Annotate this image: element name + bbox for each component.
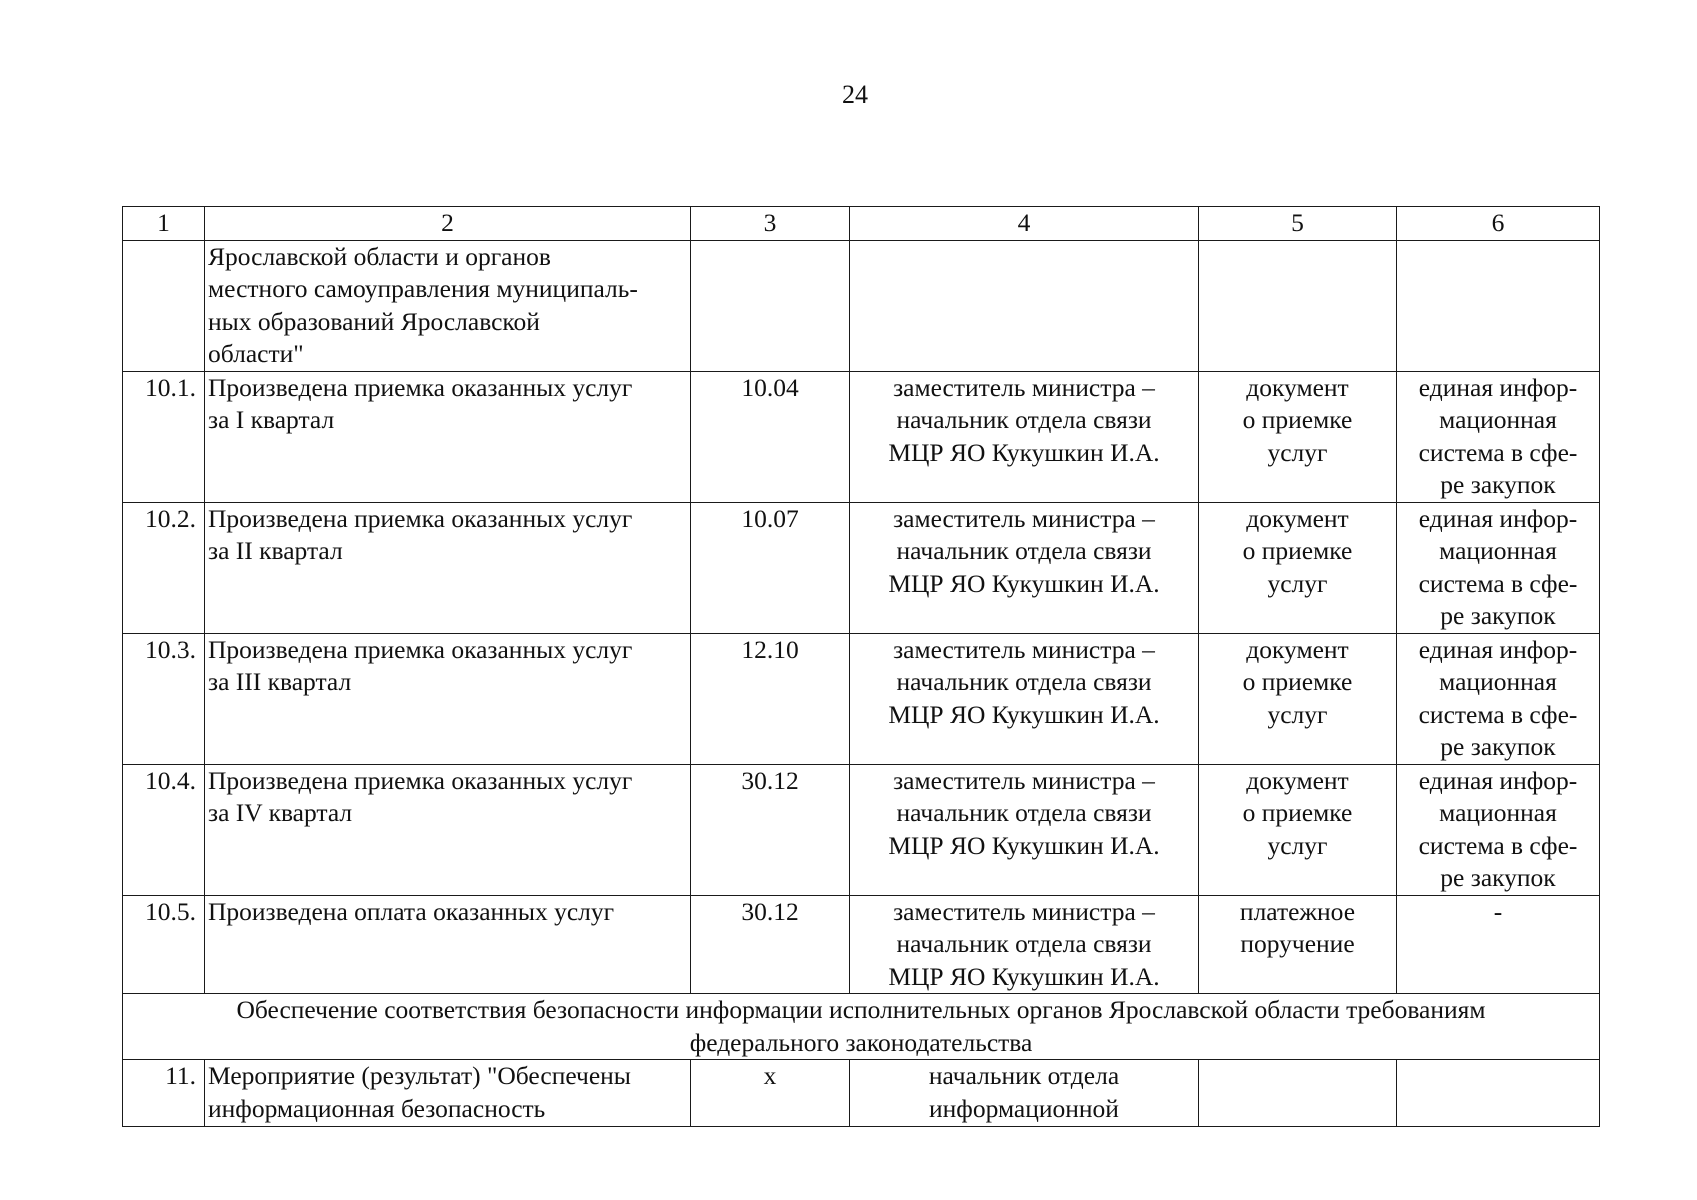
table-row (123, 633, 1600, 764)
row-number-cell: 10.2. (123, 502, 205, 633)
responsible-cell: начальник отдела информационной (850, 1060, 1199, 1127)
responsible-cell: заместитель министра – начальник отдела связи МЦР ЯО Кукушкин И.А. (850, 371, 1199, 502)
table-row (123, 502, 1600, 633)
responsible-cell: заместитель министра – начальник отдела связи МЦР ЯО Кукушкин И.А. (850, 502, 1199, 633)
continuation-row (123, 240, 1600, 371)
document-cell: документ о приемке услуг (1199, 764, 1397, 895)
date-cell: 10.04 (691, 371, 850, 502)
system-cell: единая инфор- мационная система в сфе- ре закупок (1397, 764, 1600, 895)
event-cell: Мероприятие (результат) "Обеспечены информационная безопасность (205, 1060, 691, 1127)
row-number-cell: 11. (123, 1060, 205, 1127)
column-header-4: 4 (850, 207, 1199, 241)
table-row (123, 371, 1600, 502)
document-cell (1199, 1060, 1397, 1127)
system-cell: единая инфор- мационная система в сфе- ре закупок (1397, 633, 1600, 764)
row-number-cell: 10.4. (123, 764, 205, 895)
table-row (123, 1060, 1600, 1127)
event-cell: Произведена приемка оказанных услуг за I квартал (205, 371, 691, 502)
responsible-cell: заместитель министра – начальник отдела связи МЦР ЯО Кукушкин И.А. (850, 633, 1199, 764)
row-number-cell: 10.3. (123, 633, 205, 764)
system-cell: - (1397, 895, 1600, 994)
event-cell: Произведена приемка оказанных услуг за IV квартал (205, 764, 691, 895)
date-cell: х (691, 1060, 850, 1127)
continuation-num-cell (123, 240, 205, 371)
continuation-responsible-cell (850, 240, 1199, 371)
date-cell: 12.10 (691, 633, 850, 764)
table-row (123, 895, 1600, 994)
measures-table (122, 206, 1600, 1127)
document-cell: документ о приемке услуг (1199, 502, 1397, 633)
system-cell (1397, 1060, 1600, 1127)
document-cell: платежное поручение (1199, 895, 1397, 994)
row-number-cell: 10.5. (123, 895, 205, 994)
date-cell: 10.07 (691, 502, 850, 633)
document-cell: документ о приемке услуг (1199, 633, 1397, 764)
date-cell: 30.12 (691, 764, 850, 895)
continuation-date-cell (691, 240, 850, 371)
responsible-cell: заместитель министра – начальник отдела связи МЦР ЯО Кукушкин И.А. (850, 895, 1199, 994)
page-number: 24 (842, 80, 868, 109)
continuation-text-cell: Ярославской области и органов местного самоуправления муниципаль- ных образований Ярославской области" (205, 240, 691, 371)
date-cell: 30.12 (691, 895, 850, 994)
event-cell: Произведена оплата оказанных услуг (205, 895, 691, 994)
event-cell: Произведена приемка оказанных услуг за II квартал (205, 502, 691, 633)
system-cell: единая инфор- мационная система в сфе- ре закупок (1397, 502, 1600, 633)
responsible-cell: заместитель министра – начальник отдела связи МЦР ЯО Кукушкин И.А. (850, 764, 1199, 895)
table-header-row (123, 207, 1600, 241)
event-cell: Произведена приемка оказанных услуг за III квартал (205, 633, 691, 764)
column-header-1: 1 (123, 207, 205, 241)
continuation-document-cell (1199, 240, 1397, 371)
continuation-system-cell (1397, 240, 1600, 371)
section-heading-row (123, 994, 1600, 1060)
system-cell: единая инфор- мационная система в сфе- ре закупок (1397, 371, 1600, 502)
column-header-3: 3 (691, 207, 850, 241)
table-row (123, 764, 1600, 895)
column-header-5: 5 (1199, 207, 1397, 241)
row-number-cell: 10.1. (123, 371, 205, 502)
column-header-2: 2 (205, 207, 691, 241)
document-cell: документ о приемке услуг (1199, 371, 1397, 502)
section-heading: Обеспечение соответствия безопасности информации исполнительных органов Ярославской области требованиям федерального законодательства (123, 994, 1600, 1060)
column-header-6: 6 (1397, 207, 1600, 241)
